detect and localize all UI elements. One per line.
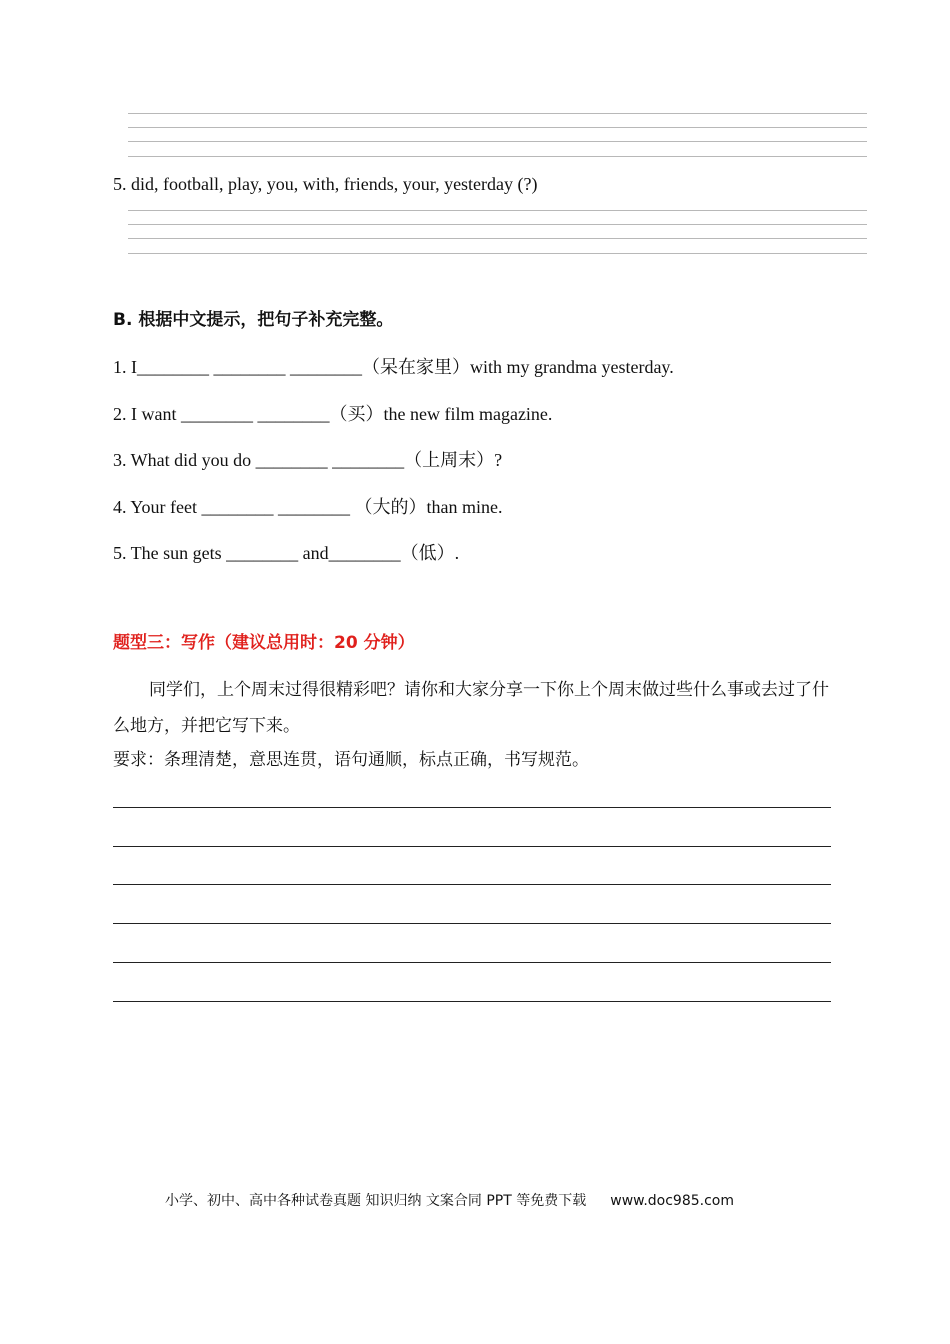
answer-rule	[128, 127, 867, 128]
writing-line[interactable]	[113, 884, 831, 885]
writing-line[interactable]	[113, 923, 831, 924]
answer-rule	[128, 210, 867, 211]
footer-url[interactable]: www.doc985.com	[610, 1193, 734, 1209]
section-b-heading: B. 根据中文提示，把句子补充完整。	[113, 310, 394, 330]
writing-requirement: 要求：条理清楚，意思连贯，语句通顺，标点正确，书写规范。	[113, 750, 589, 770]
fill-item-1: 1. I________ ________ ________（呆在家里）with my grandma yesterday.	[113, 357, 674, 377]
writing-line[interactable]	[113, 962, 831, 963]
fill-item-5: 5. The sun gets ________ and________（低）.	[113, 543, 460, 563]
page-footer	[165, 1190, 734, 1210]
answer-rule	[128, 224, 867, 225]
writing-line[interactable]	[113, 807, 831, 808]
answer-rule	[128, 238, 867, 239]
answer-rule	[128, 253, 867, 254]
writing-prompt: 同学们，上个周末过得很精彩吧？请你和大家分享一下你上个周末做过些什么事或去过了什么地方，并把它写下来。	[113, 680, 829, 736]
question-5-prompt: 5. did, football, play, you, with, friends, your, yesterday (?)	[113, 174, 538, 194]
footer-text: 小学、初中、高中各种试卷真题 知识归纳 文案合同 PPT 等免费下载	[165, 1193, 587, 1209]
writing-line[interactable]	[113, 846, 831, 847]
answer-rule	[128, 156, 867, 157]
fill-item-3: 3. What did you do ________ ________（上周末）?	[113, 450, 503, 470]
fill-item-4: 4. Your feet ________ ________ （大的）than mine.	[113, 497, 503, 517]
answer-rule	[128, 141, 867, 142]
writing-line[interactable]	[113, 1001, 831, 1002]
fill-item-2: 2. I want ________ ________（买）the new film magazine.	[113, 404, 553, 424]
writing-section-heading: 题型三：写作（建议总用时：20 分钟）	[113, 633, 415, 653]
answer-rule	[128, 113, 867, 114]
